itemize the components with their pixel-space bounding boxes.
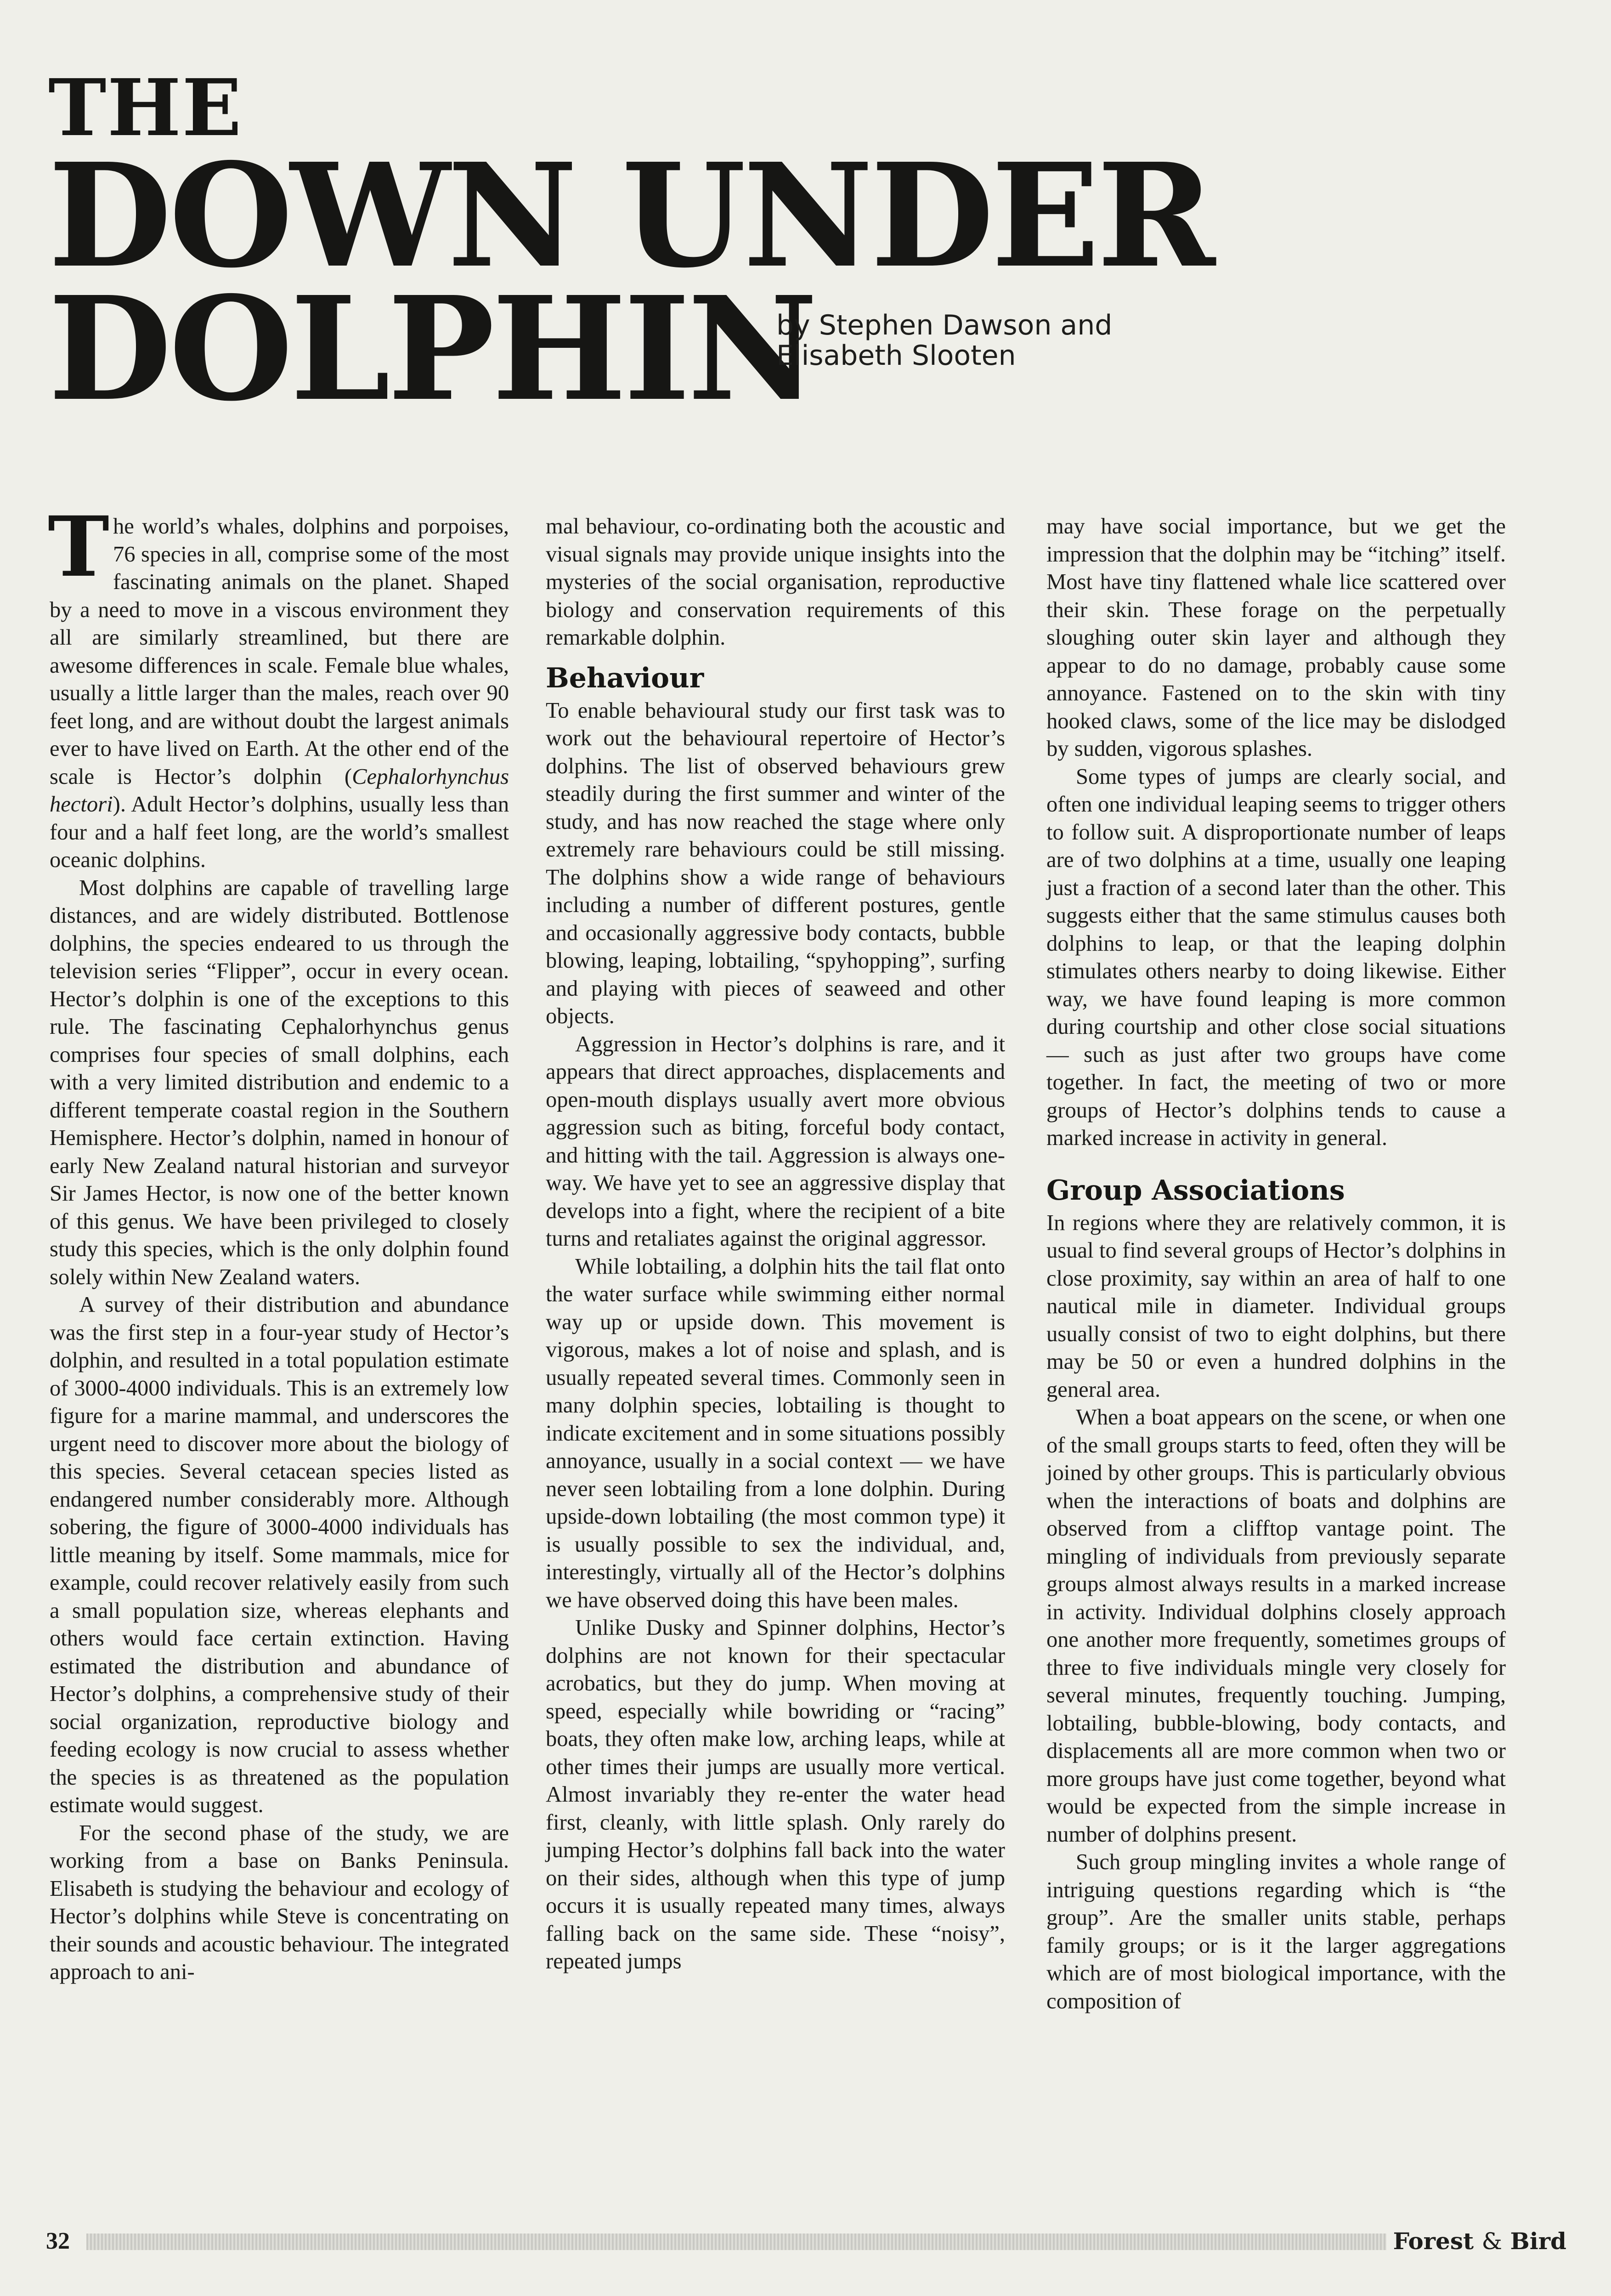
article-column-3 <box>1046 512 1506 2015</box>
headline-line-2: DOWN UNDER <box>48 132 1213 300</box>
magazine-name-part-1: Forest <box>1393 2228 1474 2255</box>
article-column-1 <box>48 499 509 1986</box>
paragraph-text: he world’s whales, dolphins and porpoises, 76 species in all, comprise some of the most fascinating animals on the planet. Shaped by a need to move in a viscous environment they all are similarly streamlined, but there are awesome differences in scale. Female blue whales, usually a little larger than the males, reach over 90 feet long, and are without doubt the largest animals ever to have lived on Earth. At the other end of the scale is Hector’s dolphin ( <box>50 514 509 789</box>
paragraph: mal behaviour, co-ordinating both the acoustic and visual signals may provide unique insights into the mysteries of the social organisation, reproductive biology and conservation requirements of this remarkable dolphin. <box>546 514 1005 650</box>
paragraph: Most dolphins are capable of travelling large distances, and are widely distributed. Bottlenose dolphins, the species endeared to us through the television series “Flipper”, occur in every ocean. Hector’s dolphin is one of the exceptions to this rule. The fascinating Cephalorhynchus genus comprises four species of small dolphins, each with a very limited distribution and endemic to a different temperate coastal region in the Southern Hemisphere. Hector’s dolphin, named in honour of early New Zealand natural historian and surveyor Sir James Hector, is now one of the better known of this genus. We have been privileged to closely study this species, which is the only dolphin found solely within New Zealand waters. <box>50 875 509 1289</box>
paragraph: Some types of jumps are clearly social, and often one individual leaping seems to trigger others to follow suit. A disproportionate number of leaps are of two dolphins at a time, usually one leaping just a fraction of a second later than the other. This suggests either that the same stimulus causes both dolphins to leap, or that the leaping dolphin stimulates others nearby to doing likewise. Either way, we have found leaping is more common during courtship and other close social situations — such as just after two groups have come together. In fact, the meeting of two or more groups of Hector’s dolphins tends to cause a marked increase in activity in general. <box>1046 764 1506 1150</box>
paragraph: may have social importance, but we get the impression that the dolphin may be “itching” itself. Most have tiny flattened whale lice scattered over their skin. These forage on the perpetually sloughing outer skin layer and although they appear to do no damage, probably cause some annoyance. Fastened on to the skin with tiny hooked claws, some of the lice may be dislodged by sudden, vigorous splashes. <box>1046 514 1506 761</box>
page-number: 32 <box>46 2228 70 2254</box>
headline-line-1: THE <box>48 62 243 154</box>
paragraph <box>48 499 509 874</box>
paragraph-text: ). Adult Hector’s dolphins, usually less than four and a half feet long, are the world’s smallest oceanic dolphins. <box>50 792 509 872</box>
paragraph: Such group mingling invites a whole range of intriguing questions regarding which is “the group”. Are the smaller units stable, perhaps family groups; or is it the larger aggregations which are of most biological importance, with the composition of <box>1046 1849 1506 2013</box>
species-name: Cephalorhynchus hectori <box>50 764 509 816</box>
paragraph: A survey of their distribution and abundance was the first step in a four-year study of Hector’s dolphin, and resulted in a total population estimate of 3000-4000 individuals. This is an extremely low figure for a marine mammal, and underscores the urgent need to discover more about the biology of this species. Several cetacean species listed as endangered number considerably more. Although sobering, the figure of 3000-4000 individuals has little meaning by itself. Some mammals, mice for example, could recover relatively easily from such a small population size, whereas elephants and others would face certain extinction. Having estimated the distribution and abundance of Hector’s dolphins, a comprehensive study of their social organization, reproductive biology and feeding ecology is now crucial to assess whether the species is as threatened as the population estimate would suggest. <box>50 1292 509 1817</box>
byline <box>776 310 1144 371</box>
paragraph: In regions where they are relatively common, it is usual to find several groups of Hector’s dolphins in close proximity, say within an area of half to one nautical mile in diameter. Individual groups usually consist of two to eight dolphins, but there may be 50 or even a hundred dolphins in the general area. <box>1046 1210 1506 1402</box>
paragraph: For the second phase of the study, we are working from a base on Banks Peninsula. Elisabeth is studying the behaviour and ecology of Hector’s dolphins while Steve is concentrating on their sounds and acoustic behaviour. The integrated approach to ani- <box>50 1820 509 1984</box>
headline-line-3: DOLPHIN <box>48 266 815 433</box>
section-heading-behaviour: Behaviour <box>546 662 704 694</box>
paragraph: When a boat appears on the scene, or when one of the small groups starts to feed, often they will be joined by other groups. This is particularly obvious when the interactions of boats and dolphins are observed from a clifftop vantage point. The mingling of individuals from previously separate groups almost always results in a marked increase in activity. Individual dolphins closely approach one another more frequently, sometimes groups of three to five individuals mingle very closely for several minutes, frequently touching. Jumping, lobtailing, bubble-blowing, body contacts, and displacements all are more common when two or more groups have just come together, beyond what would be expected from the simple increase in number of dolphins present. <box>1046 1405 1506 1847</box>
article-column-2 <box>546 512 1005 1975</box>
page-footer <box>46 2226 1566 2256</box>
paragraph: Unlike Dusky and Spinner dolphins, Hector’s dolphins are not known for their spectacular acrobatics, but they do jump. When moving at speed, especially while bowriding or “racing” boats, they often make low, arching leaps, while at other times their jumps are usually more vertical. Almost invariably they re-enter the water head first, cleanly, with little splash. Only rarely do jumping Hector’s dolphins fall back into the water on their sides, although when this type of jump occurs it is usually repeated many times, always falling back on the same side. These “noisy”, repeated jumps <box>546 1615 1005 1973</box>
byline-line-1: by Stephen Dawson and <box>776 309 1113 341</box>
paragraph: While lobtailing, a dolphin hits the tail flat onto the water surface while swimming either normal way up or upside down. This movement is vigorous, makes a lot of noise and splash, and is usually repeated several times. Commonly seen in many dolphin species, lobtailing is thought to indicate excitement and in some situations possibly annoyance, usually in a social context — we have never seen lobtailing from a lone dolphin. During upside-down lobtailing (the most common type) it is usually possible to sex the individual, and, interestingly, virtually all of the Hector’s dolphins we have observed doing this have been males. <box>546 1253 1005 1612</box>
paragraph: Aggression in Hector’s dolphins is rare, and it appears that direct approaches, displacements and open-mouth displays usually avert more obvious aggression such as biting, forceful body contact, and hitting with the tail. Aggression is always one-way. We have yet to see an aggressive display that develops into a fight, where the recipient of a bite turns and retaliates against the original aggressor. <box>546 1031 1005 1251</box>
magazine-name <box>1393 2226 1566 2256</box>
footer-rule <box>86 2234 1386 2250</box>
paragraph: To enable behavioural study our first task was to work out the behavioural repertoire of Hector’s dolphins. The list of observed behaviours grew steadily during the first summer and winter of the study, and has now reached the stage where only extremely rare behaviours could be still missing. The dolphins show a wide range of behaviours including a number of different postures, gentle and occasionally aggressive body contacts, bubble blowing, leaping, lobtailing, “spyhopping”, surfing and playing with pieces of seaweed and other objects. <box>546 697 1005 1028</box>
byline-line-2: Elisabeth Slooten <box>776 340 1016 372</box>
magazine-name-ampersand: & <box>1481 2228 1503 2255</box>
magazine-name-part-2: Bird <box>1510 2228 1566 2255</box>
drop-cap: T <box>48 499 109 595</box>
section-heading-group-associations: Group Associations <box>1046 1174 1345 1207</box>
